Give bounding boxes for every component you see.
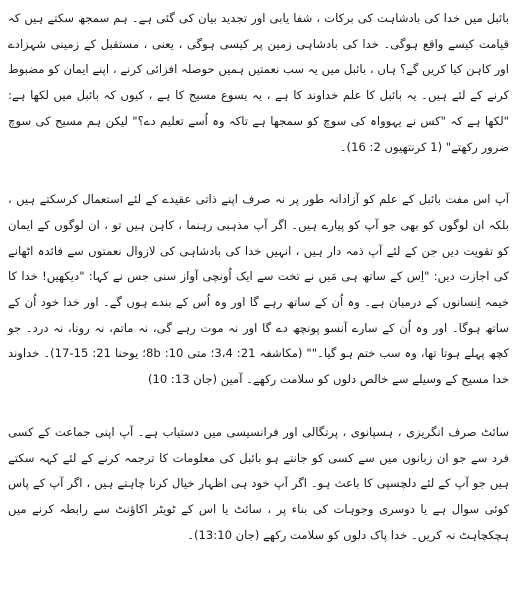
- paragraph-spacer: [8, 393, 509, 420]
- paragraph-site-languages: سائٹ صرف انگریزی ، ہسپانوی ، پرتگالی اور فرانسیسی میں دستیاب ہے۔ آپ اپنی جماعت کے کسی فرد سے جو ان زبانوں میں سے کسی کو جانتے ہو بائبل کی معلومات کا ترجمہ کرنے کے لئے کہہ سکتے ہیں جو آپ کے لئے دلچسپی کا باعث ہو۔ اگر آپ خود ہی اظہار خیال کرنا چاہتے ہیں ، اگر آپ کے پاس کوئی سوال ہے یا دوسری وجوہات کی بناء پر ، سائٹ یا اس کے ٹویٹر اکاؤنٹ سے رابطہ کرنے میں ہچکچاہٹ نہ کریں۔ خدا پاک دلوں کو سلامت رکھے (جان 13:10)۔: [8, 424, 509, 542]
- paragraph-spacer: [8, 160, 509, 187]
- paragraph-free-bible-knowledge: آپ اس مفت بائبل کے علم کو آزادانہ طور پر نہ صرف اپنے ذاتی عقیدے کے لئے استعمال کرسکتے ہیں ، بلکہ ان لوگوں کو بھی جو آپ کو پیارے ہیں۔ اگر آپ مذہبی رہنما ، کاہن ہیں تو ، ان لوگوں کے ایمان کو تقویت دیں جن کے لئے آپ ذمہ دار ہیں ، انہیں خدا کی بادشاہی کی لازوال نعمتوں سے فائدہ اٹھانے کی اجازت دیں: "اِس کے ساتھ ہی مَیں نے تخت سے ایک اُونچی آواز سنی جس نے کہا: "دیکھیں! خدا کا خیمہ اِنسانوں کے درمیان ہے۔ وہ اُن کے ساتھ رہے گا اور وہ اُس کے بندے ہوں گے۔ اور خدا خود اُن کے ساتھ ہوگا۔ اور وہ اُن کے سارے آنسو پونچھ دے گا اور نہ موت رہے گی، نہ ماتم، نہ رونا، نہ درد۔ جو کچھ پہلے ہوتا تھا، وہ سب ختم ہو گیا۔"" (مکاشفہ 21: 3،4؛ متی 10: 8b؛ یوحنا 21: 15-17)۔ خداوند خدا مسیح کے وسیلے سے خالص دلوں کو سلامت رکھے۔ آمین (جان 13: 10): [8, 192, 509, 387]
- paragraph-kingdom-blessings: بائبل میں خدا کی بادشاہت کی برکات ، شفا یابی اور تجدید بیان کی گئی ہے۔ ہم سمجھ سکتے ہیں کہ قیامت کیسے واقع ہوگی۔ خدا کی بادشاہی زمین پر کیسی ہوگی ، یعنی ، مستقبل کے زمینی شہزادے اور کاہن کیا کریں گے؟ ہاں ، بائبل میں یہ سب نعمتیں ہمیں حوصلہ افزائی کرنے ، اپنے ایمان کو مضبوط کرنے کے لئے ہیں۔ یہ بائبل کا علم خداوند کا ہے ، یہ یسوع مسیح کا ہے ، کیوں کہ بائبل میں لکھا ہے: "لکھا ہے کہ "کس نے یہوواہ کی سوچ کو سمجھا ہے تاکہ وہ اُسے تعلیم دے؟" لیکن ہم مسیح کی سوچ ضرور رکھتے" (1 کرنتھیوں 2: 16)۔: [8, 11, 509, 154]
